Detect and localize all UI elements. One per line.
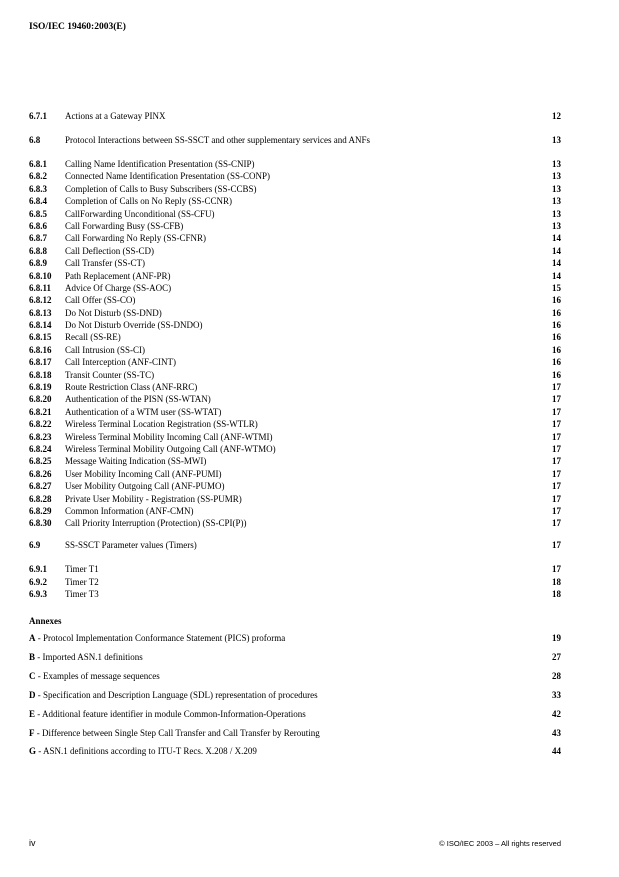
toc-entry-number: 6.8.29	[29, 505, 52, 516]
toc-entry-page: 17	[552, 456, 561, 467]
toc-entry[interactable]	[29, 517, 561, 539]
toc-entry-page: 17	[552, 518, 561, 529]
toc-entry[interactable]	[29, 331, 561, 343]
annex-letter: F	[29, 727, 35, 738]
copyright-notice: © ISO/IEC 2003 – All rights reserved	[439, 839, 561, 848]
toc-entry-page: 16	[552, 295, 561, 306]
annex-entry-page: 33	[552, 689, 561, 700]
toc-entry[interactable]	[29, 319, 561, 331]
toc-entry-number: 6.8.3	[29, 183, 47, 194]
toc-entry[interactable]	[29, 381, 561, 393]
toc-entry[interactable]	[29, 369, 561, 381]
toc-entry-number: 6.8.8	[29, 245, 47, 256]
toc-entry[interactable]	[29, 270, 561, 282]
toc-entry-number: 6.8.6	[29, 220, 47, 231]
toc-entry[interactable]	[29, 245, 561, 257]
toc-entry-page: 13	[552, 135, 561, 145]
toc-entry-page: 14	[552, 270, 561, 281]
toc-entry-number: 6.8.5	[29, 208, 47, 219]
toc-entry-page: 17	[552, 382, 561, 393]
toc-entry-number: 6.8.28	[29, 493, 52, 504]
toc-entry-page: 13	[552, 196, 561, 207]
toc-entry-page: 17	[552, 419, 561, 430]
toc-entry-number: 6.9.2	[29, 576, 47, 587]
annex-title-text: - Examples of message sequences	[35, 670, 160, 681]
toc-entry-number: 6.9.3	[29, 589, 47, 600]
toc-entry[interactable]	[29, 563, 561, 575]
toc-entry-title: Connected Name Identification Presentation (SS-CONP)	[65, 171, 270, 182]
toc-entries	[29, 110, 561, 615]
toc-entry-title: User Mobility Incoming Call (ANF-PUMI)	[65, 468, 222, 479]
toc-entry-number: 6.8.1	[29, 159, 47, 169]
toc-entry-title: Do Not Disturb Override (SS-DNDO)	[65, 320, 203, 331]
toc-entry[interactable]	[29, 344, 561, 356]
annex-letter: C	[29, 670, 36, 681]
toc-entry-title: Actions at a Gateway PINX	[65, 111, 166, 121]
toc-entry-number: 6.8.2	[29, 171, 47, 182]
toc-entry-number: 6.8.17	[29, 357, 52, 368]
toc-entry[interactable]	[29, 232, 561, 244]
toc-entry[interactable]	[29, 294, 561, 306]
toc-entry-page: 16	[552, 332, 561, 343]
toc-entry-title: Recall (SS-RE)	[65, 332, 121, 343]
toc-entry-number: 6.8.7	[29, 233, 47, 244]
annex-entry[interactable]	[29, 670, 561, 689]
toc-entry-number: 6.8.14	[29, 320, 52, 331]
toc-entry-page: 16	[552, 344, 561, 355]
toc-entry[interactable]	[29, 493, 561, 505]
toc-entry-title: Path Replacement (ANF-PR)	[65, 270, 171, 281]
toc-entry-title: Wireless Terminal Mobility Incoming Call (ANF-WTMI)	[65, 431, 273, 442]
annex-letter: G	[29, 746, 37, 757]
toc-entry-page: 13	[552, 159, 561, 169]
toc-entry-title: Call Forwarding No Reply (SS-CFNR)	[65, 233, 207, 244]
toc-entry-number: 6.8	[29, 135, 41, 145]
toc-entry[interactable]	[29, 406, 561, 418]
toc-entry-page: 16	[552, 357, 561, 368]
toc-entry-title: Calling Name Identification Presentation (SS-CNIP)	[65, 159, 255, 169]
toc-entry-title: Wireless Terminal Location Registration (SS-WTLR)	[65, 419, 258, 430]
page-number: iv	[29, 838, 36, 848]
annex-entry[interactable]	[29, 689, 561, 708]
toc-entry-title: CallForwarding Unconditional (SS-CFU)	[65, 208, 215, 219]
toc-entry-title: Completion of Calls to Busy Subscribers (SS-CCBS)	[65, 183, 257, 194]
toc-entry-number: 6.8.13	[29, 307, 52, 318]
toc-entry-number: 6.8.20	[29, 394, 52, 405]
toc-entry-number: 6.8.9	[29, 258, 47, 269]
toc-entry-title: Call Intrusion (SS-CI)	[65, 344, 145, 355]
annex-letter: D	[29, 689, 36, 700]
toc-entry-page: 13	[552, 183, 561, 194]
toc-entry-page: 17	[552, 481, 561, 492]
toc-entry-title: Call Transfer (SS-CT)	[65, 258, 146, 269]
toc-entry-number: 6.8.30	[29, 518, 52, 529]
annex-title-text: - Difference between Single Step Call Transfer and Call Transfer by Rerouting	[34, 727, 320, 738]
toc-entry-page: 16	[552, 307, 561, 318]
toc-entry-page: 17	[552, 505, 561, 516]
toc-entry-page: 14	[552, 245, 561, 256]
annex-entry-page: 42	[552, 708, 561, 719]
toc-entry-page: 17	[552, 443, 561, 454]
toc-entry[interactable]	[29, 183, 561, 195]
annex-title-text: - ASN.1 definitions according to ITU-T Recs. X.208 / X.209	[36, 746, 257, 757]
annex-entry[interactable]	[29, 745, 561, 764]
annex-entry-title	[29, 708, 306, 720]
annexes-heading: Annexes	[29, 616, 62, 627]
annex-entry[interactable]	[29, 727, 561, 746]
toc-entry[interactable]	[29, 282, 561, 294]
toc-entry-number: 6.8.25	[29, 456, 52, 467]
toc-entry-title: Message Waiting Indication (SS-MWI)	[65, 456, 207, 467]
toc-entry-title: Call Offer (SS-CO)	[65, 295, 136, 306]
document-header: ISO/IEC 19460:2003(E)	[29, 22, 126, 32]
toc-entry-number: 6.8.23	[29, 431, 52, 442]
toc-entry-title: Authentication of a WTM user (SS-WTAT)	[65, 406, 222, 417]
toc-entry-number: 6.8.21	[29, 406, 52, 417]
annex-entry[interactable]	[29, 708, 561, 727]
toc-entry[interactable]	[29, 505, 561, 517]
toc-entry[interactable]	[29, 220, 561, 232]
annex-entry[interactable]	[29, 632, 561, 651]
toc-entry-number: 6.8.16	[29, 344, 52, 355]
toc-entry[interactable]	[29, 208, 561, 220]
toc-entry[interactable]	[29, 158, 561, 170]
annex-entry-page: 27	[552, 652, 561, 662]
toc-entry-title: Do Not Disturb (SS-DND)	[65, 307, 162, 318]
toc-entry[interactable]	[29, 443, 561, 455]
toc-entry[interactable]	[29, 418, 561, 430]
toc-entry-page: 18	[552, 576, 561, 587]
toc-entry-number: 6.9.1	[29, 564, 47, 575]
toc-entry-number: 6.8.11	[29, 282, 52, 293]
toc-entry-title: Authentication of the PISN (SS-WTAN)	[65, 394, 211, 405]
annex-title-text: - Additional feature identifier in module Common-Information-Operations	[35, 708, 306, 719]
toc-entry-title: Private User Mobility - Registration (SS-PUMR)	[65, 493, 242, 504]
toc-entry-number: 6.8.12	[29, 295, 52, 306]
annex-entry-title	[29, 632, 285, 644]
annex-entry-title	[29, 727, 320, 739]
toc-entry-title: Completion of Calls on No Reply (SS-CCNR)	[65, 196, 233, 207]
annex-title-text: - Specification and Description Language (SDL) representation of procedures	[35, 689, 318, 700]
toc-entry[interactable]	[29, 539, 561, 563]
toc-entry-page: 13	[552, 171, 561, 182]
toc-entry[interactable]	[29, 393, 561, 405]
toc-entry-number: 6.8.18	[29, 369, 52, 380]
toc-entry-title: Wireless Terminal Mobility Outgoing Call (ANF-WTMO)	[65, 443, 276, 454]
toc-entry-page: 17	[552, 540, 561, 551]
annex-title-text: - Protocol Implementation Conformance Statement (PICS) proforma	[35, 633, 286, 644]
toc-entry-title: Call Forwarding Busy (SS-CFB)	[65, 220, 184, 231]
annex-letter: B	[29, 652, 36, 662]
toc-entry-title: Call Priority Interruption (Protection) (SS-CPI(P))	[65, 518, 247, 529]
toc-entry-title: SS-SSCT Parameter values (Timers)	[65, 540, 197, 551]
toc-entry[interactable]	[29, 134, 561, 158]
toc-entry-title: Timer T1	[65, 564, 99, 575]
toc-entry-title: Timer T2	[65, 576, 99, 587]
toc-entry-number: 6.8.10	[29, 270, 52, 281]
annex-entry-page: 43	[552, 727, 561, 738]
annex-entry-page: 19	[552, 633, 561, 644]
toc-entry-number: 6.8.15	[29, 332, 52, 343]
toc-entry-page: 16	[552, 369, 561, 380]
toc-entry[interactable]	[29, 480, 561, 492]
toc-entry-page: 15	[552, 282, 561, 293]
toc-entry-title: Protocol Interactions between SS-SSCT and other supplementary services and ANFs	[65, 135, 371, 145]
toc-entry-page: 16	[552, 320, 561, 331]
toc-entry-title: Transit Counter (SS-TC)	[65, 369, 155, 380]
toc-entry-page: 17	[552, 564, 561, 575]
toc-entry-number: 6.7.1	[29, 111, 47, 121]
toc-entry-page: 13	[552, 220, 561, 231]
annex-entry[interactable]	[29, 651, 561, 670]
toc-entry[interactable]	[29, 468, 561, 480]
annex-entry-title	[29, 670, 160, 682]
annex-letter: E	[29, 708, 36, 719]
toc-entry-title: User Mobility Outgoing Call (ANF-PUMO)	[65, 481, 225, 492]
toc-entry-page: 17	[552, 394, 561, 405]
toc-entry[interactable]	[29, 257, 561, 269]
annex-entry-title	[29, 651, 143, 663]
toc-entry-page: 13	[552, 208, 561, 219]
toc-entry-title: Route Restriction Class (ANF-RRC)	[65, 382, 198, 393]
toc-entry-page: 18	[552, 589, 561, 600]
toc-entry-page: 17	[552, 468, 561, 479]
toc-entry-number: 6.8.24	[29, 443, 52, 454]
toc-entry[interactable]	[29, 110, 561, 134]
toc-entry-number: 6.8.27	[29, 481, 52, 492]
annex-entry-title	[29, 689, 318, 701]
toc-entry-page: 17	[552, 431, 561, 442]
toc-entry[interactable]	[29, 195, 561, 207]
table-of-contents	[29, 110, 561, 764]
toc-entry[interactable]	[29, 576, 561, 588]
toc-entry[interactable]	[29, 588, 561, 615]
toc-entry[interactable]	[29, 170, 561, 182]
toc-entry-number: 6.8.19	[29, 382, 52, 393]
toc-entry-title: Timer T3	[65, 589, 99, 600]
toc-entry-title: Call Interception (ANF-CINT)	[65, 357, 176, 368]
toc-entry-title: Common Information (ANF-CMN)	[65, 505, 194, 516]
annex-entry-page: 28	[552, 670, 561, 681]
annex-entry-page: 44	[552, 746, 561, 757]
toc-entry-title: Call Deflection (SS-CD)	[65, 245, 154, 256]
toc-entry[interactable]	[29, 356, 561, 368]
toc-entry-page: 17	[552, 406, 561, 417]
toc-entry-page: 14	[552, 233, 561, 244]
toc-entry-number: 6.8.26	[29, 468, 52, 479]
toc-entry-page: 14	[552, 258, 561, 269]
toc-entry-number: 6.9	[29, 540, 41, 551]
toc-entry-title: Advice Of Charge (SS-AOC)	[65, 282, 172, 293]
toc-entry-number: 6.8.22	[29, 419, 52, 430]
toc-entry-number: 6.8.4	[29, 196, 47, 207]
annex-entry-title	[29, 745, 257, 757]
toc-entry-page: 17	[552, 493, 561, 504]
annex-entries	[29, 632, 561, 764]
toc-entry[interactable]	[29, 431, 561, 443]
toc-entry[interactable]	[29, 307, 561, 319]
toc-entry[interactable]	[29, 455, 561, 467]
annex-title-text: - Imported ASN.1 definitions	[35, 652, 143, 662]
annex-letter: A	[29, 633, 36, 644]
toc-entry-page: 12	[552, 111, 561, 121]
